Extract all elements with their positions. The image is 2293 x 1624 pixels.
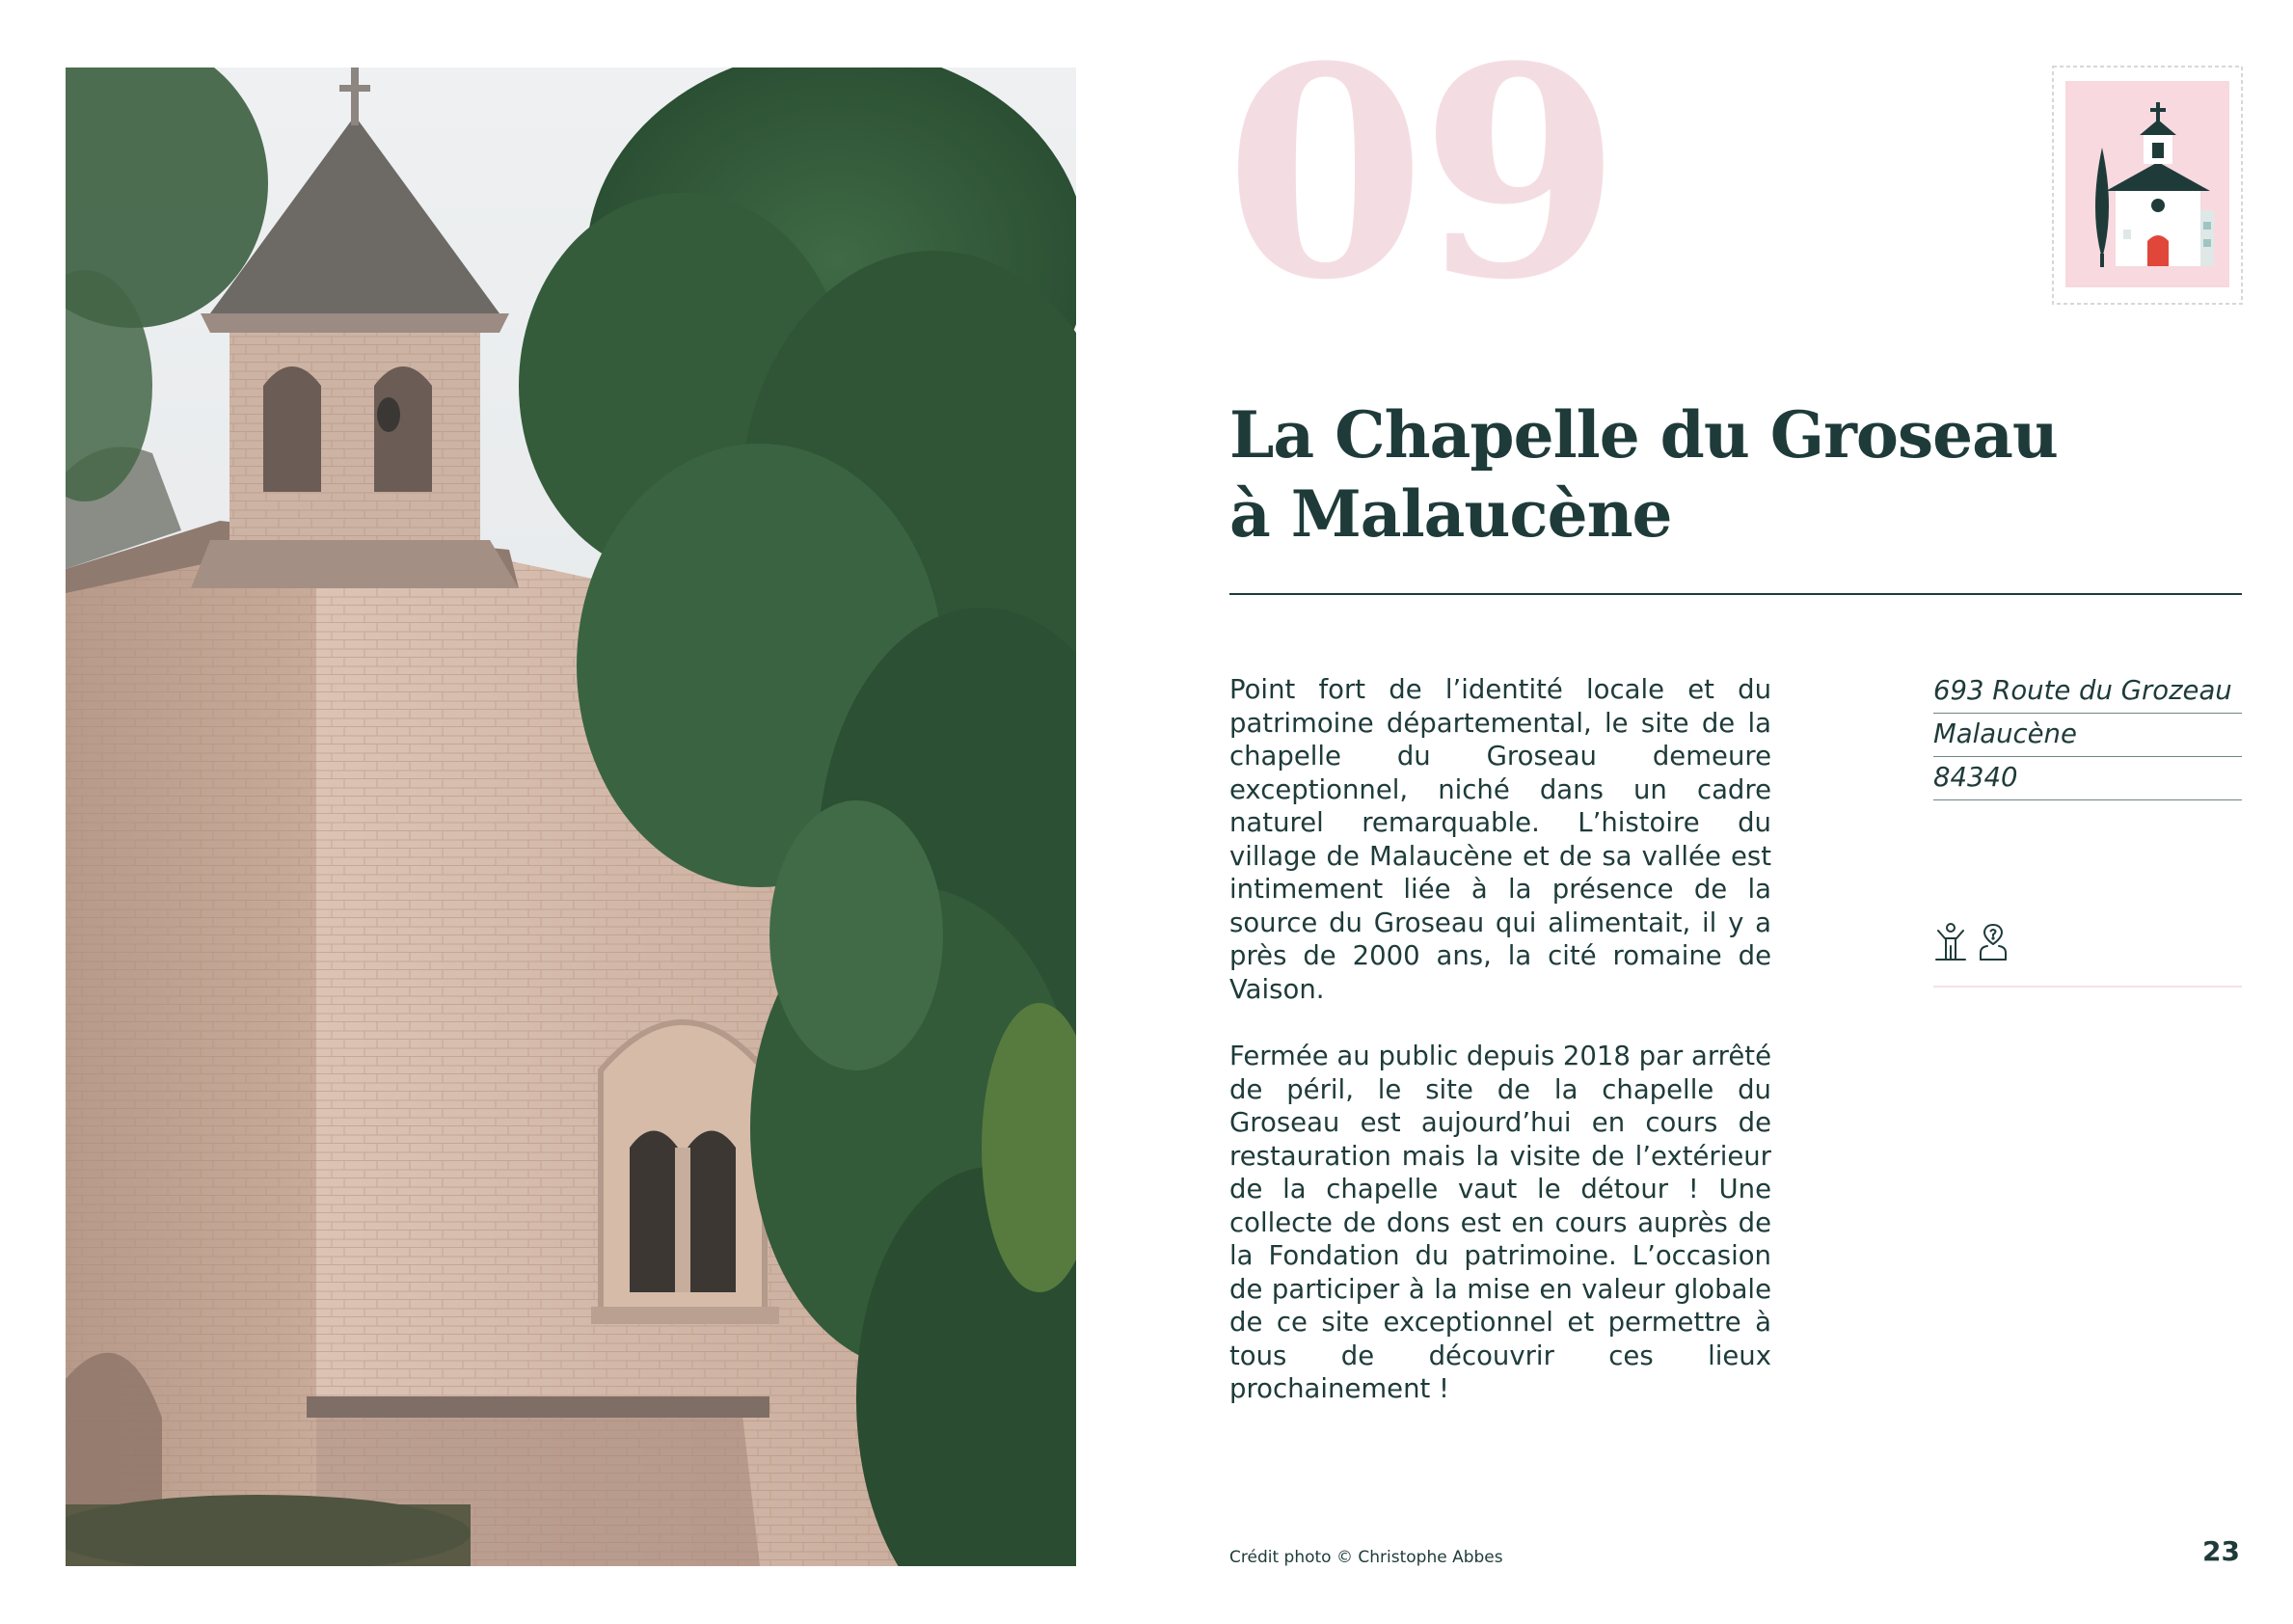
chapel-stamp-icon bbox=[2052, 66, 2243, 305]
address-postcode: 84340 bbox=[1933, 757, 2242, 800]
title-line-1: La Chapelle du Groseau bbox=[1229, 397, 2058, 473]
address-block bbox=[1933, 670, 2242, 800]
chapel-photo bbox=[66, 68, 1076, 1566]
outdoor-person-icon bbox=[1933, 921, 1968, 963]
page-number: 23 bbox=[2202, 1535, 2240, 1567]
title-divider bbox=[1229, 593, 2242, 595]
description-paragraph-2: Fermée au public depuis 2018 par arrêté de péril, le site de la chapelle du Groseau est aujourd’hui en cours de restauration mais la visite de l’extérieur de la chapelle vaut le détour ! Une collecte de dons est en cours auprès de la Fondation du patrimoine. L’occasion de participer à la mise en valeur globale de ce site exceptionnel et permettre à tous de découvrir ces lieux prochainement ! bbox=[1229, 1041, 1771, 1404]
access-divider bbox=[1933, 986, 2242, 988]
access-icons bbox=[1933, 921, 2010, 963]
photo-credit: Crédit photo © Christophe Abbes bbox=[1229, 1548, 1503, 1567]
page-title bbox=[1229, 395, 2194, 554]
address-town: Malaucène bbox=[1933, 714, 2242, 757]
title-line-2: à Malaucène bbox=[1229, 476, 1672, 552]
visitor-info-icon bbox=[1976, 921, 2010, 963]
description bbox=[1229, 673, 1771, 1440]
address-street: 693 Route du Grozeau bbox=[1933, 670, 2242, 714]
place-number: 09 bbox=[1225, 3, 1616, 343]
description-paragraph-1: Point fort de l’identité locale et du patrimoine départemental, le site de la chapelle du Groseau demeure exceptionnel, niché dans un cadre naturel remarquable. L’histoire du village de Malaucène et de sa vallée est intimement liée à la présence de la source du Groseau qui alimentait, il y a près de 2000 ans, la cité romaine de Vaison. bbox=[1229, 674, 1771, 1005]
